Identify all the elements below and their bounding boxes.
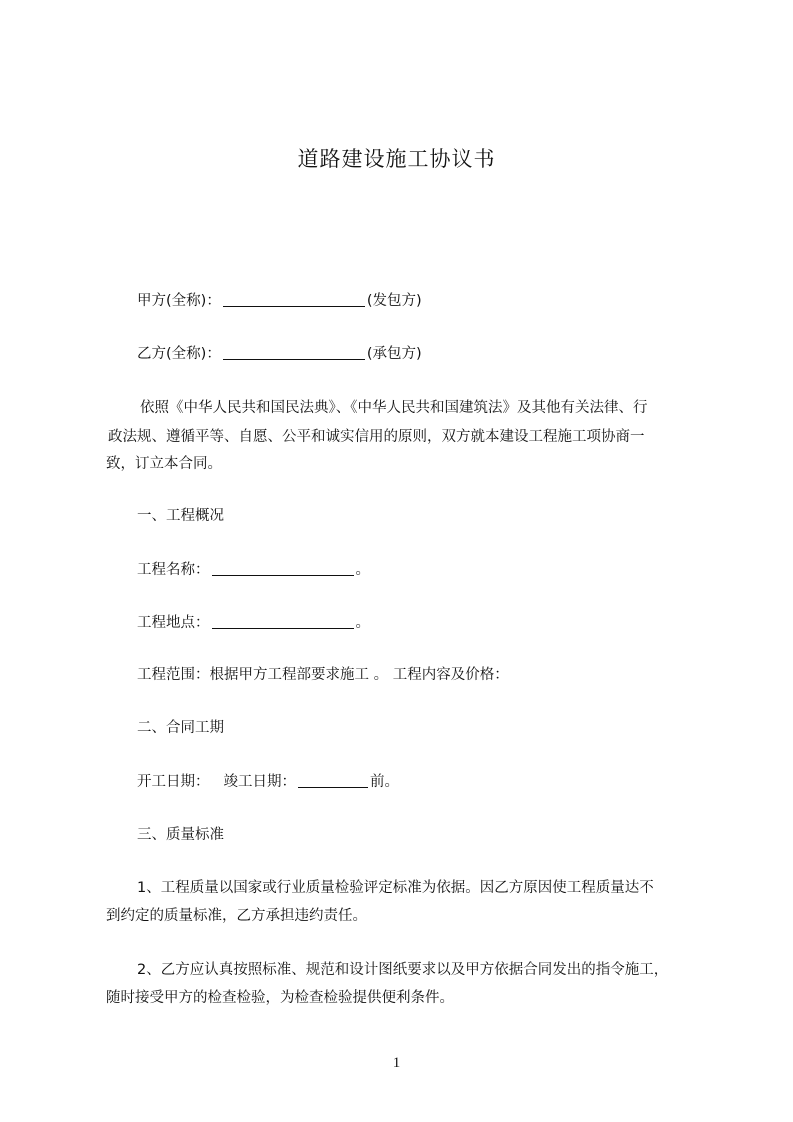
project-site-blank: [212, 614, 354, 629]
section-1-heading: 一、工程概况: [137, 508, 224, 524]
project-name-label: 工程名称：: [137, 562, 210, 578]
project-site-line: [137, 614, 370, 632]
preamble-line-2: 政法规、遵循平等、自愿、公平和诚实信用的原则，双方就本建设工程施工项协商一: [108, 429, 645, 445]
start-date-label: 开工日期：: [137, 774, 210, 790]
party-b-suffix: (承包方): [366, 346, 422, 362]
preamble-line-3: 致，订立本合同。: [106, 456, 222, 472]
completion-date-label: 竣工日期：: [223, 774, 296, 790]
clause-2-line-1: 2、乙方应认真按照标准、规范和设计图纸要求以及甲方依据合同发出的指令施工，: [137, 962, 669, 978]
completion-date-end: 前。: [370, 774, 399, 790]
page-number: 1: [392, 1055, 401, 1071]
project-name-blank: [212, 561, 354, 576]
clause-2-line-2: 随时接受甲方的检查检验，为检查检验提供便利条件。: [106, 990, 454, 1006]
project-name-line: [137, 561, 370, 579]
clause-1-line-2: 到约定的质量标准，乙方承担违约责任。: [106, 908, 367, 924]
party-a-line: [137, 292, 422, 310]
party-b-blank: [223, 345, 365, 360]
completion-date-blank: [298, 773, 368, 788]
clause-1-line-1: 1、工程质量以国家或行业质量检验评定标准为依据。因乙方原因使工程质量达不: [137, 880, 654, 896]
project-scope-line: 工程范围：根据甲方工程部要求施工 。 工程内容及价格：: [137, 667, 509, 683]
preamble-line-1: 依照《中华人民共和国民法典》、《中华人民共和国建筑法》及其他有关法律、行: [140, 400, 648, 416]
section-2-heading: 二、合同工期: [137, 720, 224, 736]
project-name-end: 。: [355, 562, 370, 578]
party-a-blank: [223, 292, 365, 307]
party-b-line: [137, 345, 422, 363]
party-a-label: 甲方(全称)：: [137, 293, 221, 309]
section-3-heading: 三、质量标准: [137, 827, 224, 843]
party-b-label: 乙方(全称)：: [137, 346, 221, 362]
dates-line: [137, 773, 399, 791]
document-title: 道路建设施工协议书: [297, 147, 496, 171]
party-a-suffix: (发包方): [366, 293, 422, 309]
project-site-end: 。: [355, 615, 370, 631]
project-site-label: 工程地点：: [137, 615, 210, 631]
